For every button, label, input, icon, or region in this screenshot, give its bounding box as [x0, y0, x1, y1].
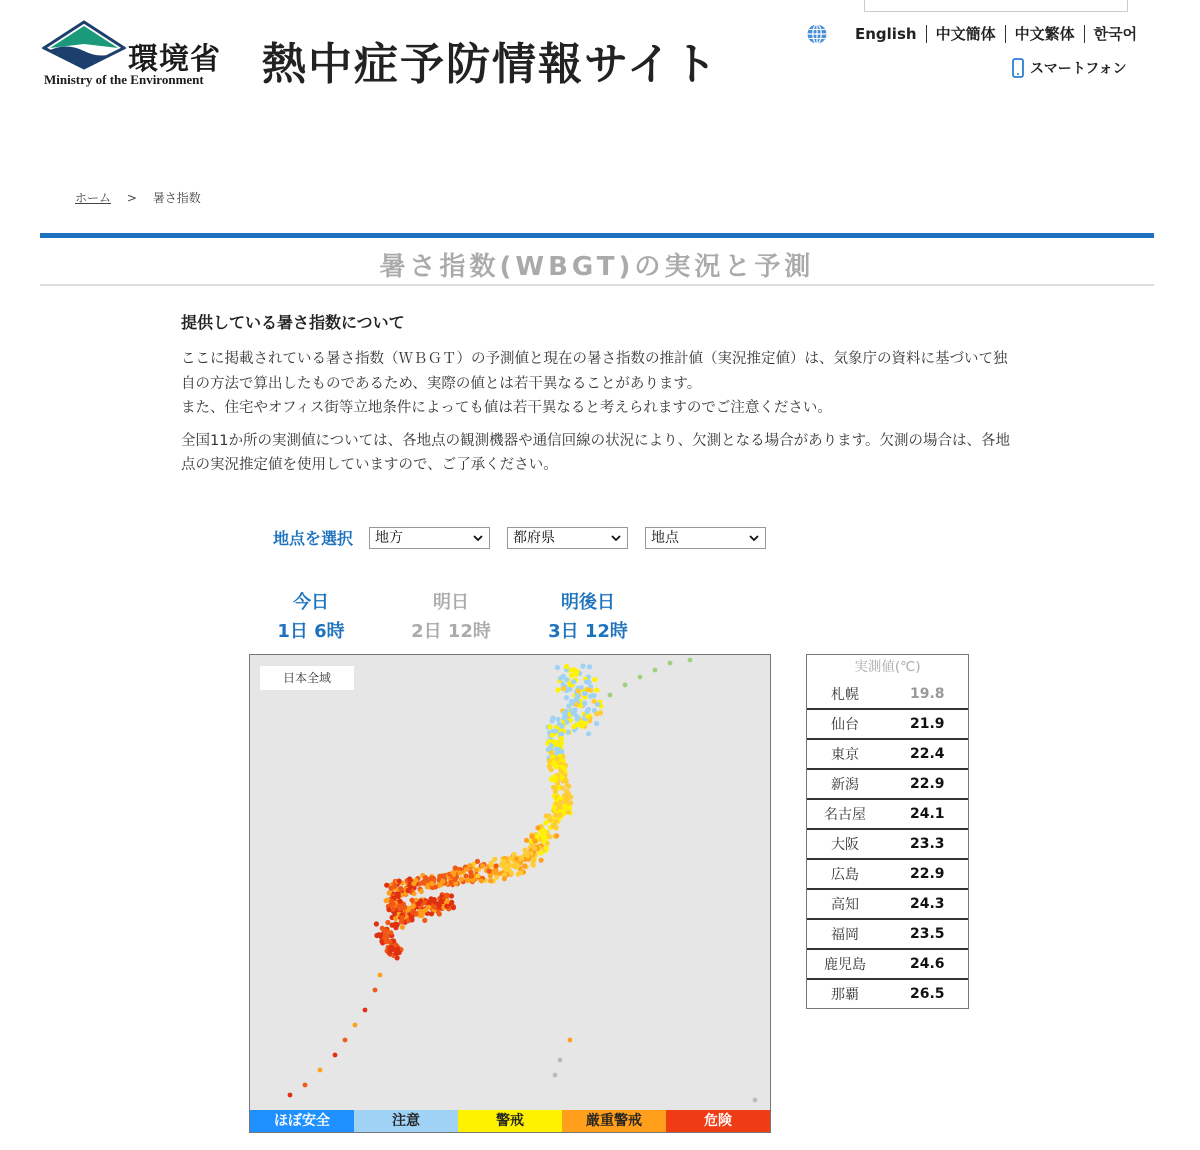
table-row[interactable]: [807, 798, 968, 828]
station-dot: [494, 863, 499, 868]
station-dot: [396, 894, 401, 899]
station-dot: [384, 898, 389, 903]
station-dot: [390, 947, 395, 952]
station-dot: [453, 865, 458, 870]
ministry-logo[interactable]: [42, 20, 242, 90]
station-dot: [582, 691, 587, 696]
station-dot: [594, 721, 599, 726]
station-dot: [558, 812, 563, 817]
table-row[interactable]: [807, 888, 968, 918]
station-dot: [553, 775, 558, 780]
station-dot: [392, 884, 397, 889]
station-dot: [551, 824, 556, 829]
station-dot: [553, 813, 558, 818]
station-dot: [432, 905, 437, 910]
wbgt-value: 22.4: [910, 746, 945, 762]
table-row[interactable]: [807, 708, 968, 738]
station-dot: [584, 679, 589, 684]
station-dot: [575, 716, 580, 721]
station-dot: [579, 723, 584, 728]
tab-today-time: 1日 6時: [277, 621, 345, 642]
wbgt-value: 24.1: [910, 806, 945, 822]
station-dot: [387, 939, 392, 944]
station-dot: [409, 898, 414, 903]
station-dot: [450, 870, 455, 875]
table-row[interactable]: [807, 918, 968, 948]
chevron-down-icon: [473, 533, 483, 543]
station-dot: [449, 900, 454, 905]
chevron-down-icon: [611, 533, 621, 543]
breadcrumb-separator: >: [126, 191, 137, 205]
station-dot: [594, 687, 599, 692]
station-dot: [398, 899, 403, 904]
station-dot: [391, 902, 396, 907]
station-dot: [303, 1083, 308, 1088]
station-dot: [560, 764, 565, 769]
station-dot: [543, 820, 548, 825]
station-dot: [623, 683, 628, 688]
station-dot: [585, 714, 590, 719]
station-dot: [440, 873, 445, 878]
lang-english[interactable]: English: [846, 25, 927, 43]
wbgt-map[interactable]: [249, 654, 771, 1133]
station-dot: [436, 909, 441, 914]
station-dot: [378, 973, 383, 978]
station-dot: [397, 906, 402, 911]
station-dot: [425, 884, 430, 889]
station-dot: [653, 668, 658, 673]
city-name: 福岡: [831, 927, 859, 943]
station-dot: [405, 888, 410, 893]
tab-tomorrow-time: 2日 12時: [411, 621, 491, 642]
station-dot: [535, 825, 540, 830]
station-dot: [554, 757, 559, 762]
station-dot: [556, 717, 561, 722]
station-dot: [411, 903, 416, 908]
language-bar: [806, 22, 1146, 46]
city-name: 広島: [831, 867, 859, 883]
station-dot: [416, 901, 421, 906]
station-dot: [638, 675, 643, 680]
station-dot: [547, 764, 552, 769]
city-name: 仙台: [831, 717, 859, 733]
station-dot: [558, 1058, 563, 1063]
station-dot: [393, 951, 398, 956]
station-dot: [539, 858, 544, 863]
table-row[interactable]: [807, 858, 968, 888]
station-dot: [440, 879, 445, 884]
smartphone-label: スマートフォン: [1030, 61, 1127, 77]
region-label[interactable]: 日本全域: [260, 666, 354, 690]
tab-today[interactable]: [251, 588, 371, 646]
tab-day-after-tomorrow[interactable]: [528, 588, 648, 646]
about-paragraph-1: ここに掲載されている暑さ指数（ＷＢＧＴ）の予測値と現在の暑さ指数の推計値（実況推定値）は、気象庁の資料に基づいて独自の方法で算出したものであるため、実際の値とは若干異なることがあります。 また、住宅やオフィス街等立地条件によっても値は若干異なると考えられますのでご注意ください。: [181, 351, 1008, 416]
station-dot: [429, 911, 434, 916]
prefecture-select[interactable]: [507, 527, 628, 549]
station-dot: [414, 911, 419, 916]
station-dot: [564, 695, 569, 700]
station-dot: [571, 679, 576, 684]
station-dot: [457, 870, 462, 875]
station-dot: [514, 864, 519, 869]
station-dot: [574, 697, 579, 702]
about-section: [181, 310, 1021, 486]
station-dot: [499, 861, 504, 866]
station-dot: [464, 867, 469, 872]
table-row[interactable]: [807, 978, 968, 1008]
station-dot: [586, 731, 591, 736]
table-row[interactable]: [807, 768, 968, 798]
station-dot: [556, 747, 561, 752]
station-dot: [402, 905, 407, 910]
station-dot: [566, 730, 571, 735]
table-row[interactable]: [807, 828, 968, 858]
station-dot: [492, 857, 497, 862]
station-dot: [563, 777, 568, 782]
wbgt-value: 24.6: [910, 956, 945, 972]
station-dot: [580, 664, 585, 669]
station-dot: [449, 893, 454, 898]
station-dot: [554, 764, 559, 769]
city-name: 東京: [831, 747, 859, 763]
tab-tomorrow-day: 明日: [433, 592, 469, 613]
point-select-value: 地点: [651, 529, 680, 546]
about-heading: 提供している暑さ指数について: [181, 313, 405, 332]
station-dot: [566, 784, 571, 789]
station-dot: [469, 873, 474, 878]
station-dot: [429, 881, 434, 886]
table-row[interactable]: [807, 948, 968, 978]
station-dot: [419, 889, 424, 894]
station-dot: [522, 848, 527, 853]
tab-today-day: 今日: [293, 592, 329, 613]
station-dot: [413, 878, 418, 883]
station-dot: [475, 859, 480, 864]
city-name: 名古屋: [824, 807, 866, 823]
wbgt-value: 23.5: [910, 926, 945, 942]
about-paragraph-2: 全国11か所の実測値については、各地点の観測機器や通信回線の状況により、欠測となる場合があります。欠測の場合は、各地点の実況推定値を使用していますので、ご了承ください。: [181, 432, 1010, 473]
station-dot: [376, 932, 381, 937]
observation-table: [806, 654, 969, 1009]
station-dot: [384, 883, 389, 888]
wbgt-value: 22.9: [910, 776, 945, 792]
station-dot: [595, 702, 600, 707]
station-dot: [532, 846, 537, 851]
wbgt-value: 26.5: [910, 986, 945, 1002]
station-dot: [516, 871, 521, 876]
wbgt-value: 22.9: [910, 866, 945, 882]
japan-map-dots: [250, 655, 770, 1132]
station-dot: [531, 857, 536, 862]
station-dot: [391, 907, 396, 912]
station-dot: [388, 930, 393, 935]
station-dot: [559, 740, 564, 745]
station-dot: [548, 817, 553, 822]
station-dot: [407, 876, 412, 881]
station-dot: [668, 661, 673, 666]
wbgt-value: 24.3: [910, 896, 945, 912]
ministry-emblem-icon: [42, 20, 126, 72]
station-dot: [544, 845, 549, 850]
station-dot: [576, 688, 581, 693]
ministry-name-jp: 環境省: [128, 42, 221, 77]
station-dot: [550, 718, 555, 723]
site-title[interactable]: 熱中症予防情報サイト: [262, 39, 719, 90]
station-dot: [563, 713, 568, 718]
station-dot: [582, 701, 587, 706]
station-dot: [373, 988, 378, 993]
station-dot: [566, 703, 571, 708]
station-dot: [474, 868, 479, 873]
station-dot: [509, 871, 514, 876]
station-dot: [598, 710, 603, 715]
search-box[interactable]: [864, 0, 1128, 12]
station-dot: [465, 877, 470, 882]
legend-severe-warning: 厳重警戒: [562, 1110, 666, 1132]
city-name: 高知: [831, 897, 859, 913]
lang-chinese-traditional[interactable]: 中文繁体: [1006, 25, 1085, 43]
station-dot: [574, 702, 579, 707]
tab-day-after-day: 明後日: [561, 592, 615, 613]
lang-korean[interactable]: 한국어: [1093, 25, 1138, 43]
station-dot: [488, 878, 493, 883]
station-dot: [390, 923, 395, 928]
city-name: 札幌: [831, 687, 859, 703]
station-dot: [551, 739, 556, 744]
chevron-down-icon: [749, 533, 759, 543]
station-dot: [480, 863, 485, 868]
station-dot: [561, 686, 566, 691]
station-dot: [400, 925, 405, 930]
station-dot: [502, 876, 507, 881]
station-dot: [529, 834, 534, 839]
station-dot: [487, 869, 492, 874]
station-dot: [568, 1038, 573, 1043]
station-dot: [555, 665, 560, 670]
station-dot: [549, 733, 554, 738]
tab-tomorrow[interactable]: [391, 588, 511, 646]
station-dot: [542, 829, 547, 834]
smartphone-icon: [1012, 58, 1024, 78]
station-dot: [530, 861, 535, 866]
station-dot: [566, 810, 571, 815]
city-name: 大阪: [831, 837, 859, 853]
station-dot: [507, 863, 512, 868]
station-dot: [475, 873, 480, 878]
location-selector: [273, 526, 783, 549]
legend-caution: 注意: [354, 1110, 458, 1132]
station-dot: [553, 1073, 558, 1078]
station-dot: [547, 724, 552, 729]
table-row[interactable]: [807, 680, 968, 708]
station-dot: [353, 1023, 358, 1028]
station-dot: [559, 736, 564, 741]
wbgt-value: 19.8: [910, 686, 945, 702]
station-dot: [552, 805, 557, 810]
station-dot: [288, 1093, 293, 1098]
station-dot: [318, 1068, 323, 1073]
station-dot: [547, 834, 552, 839]
station-dot: [555, 687, 560, 692]
station-dot: [488, 861, 493, 866]
station-dot: [568, 795, 573, 800]
station-dot: [592, 693, 597, 698]
breadcrumb-home[interactable]: ホーム: [75, 191, 112, 205]
legend-warning: 警戒: [458, 1110, 562, 1132]
ministry-name-en: Ministry of the Environment: [44, 72, 204, 87]
station-dot: [343, 1038, 348, 1043]
station-dot: [374, 921, 379, 926]
region-select-value: 地方: [375, 529, 404, 546]
wbgt-value: 23.3: [910, 836, 945, 852]
breadcrumb-current: 暑さ指数: [152, 191, 201, 205]
station-dot: [444, 893, 449, 898]
station-dot: [479, 878, 484, 883]
station-dot: [572, 671, 577, 676]
station-dot: [570, 710, 575, 715]
station-dot: [425, 878, 430, 883]
station-dot: [585, 709, 590, 714]
station-dot: [409, 916, 414, 921]
smartphone-link[interactable]: [1012, 58, 1127, 78]
station-dot: [592, 677, 597, 682]
prefecture-select-value: 都府県: [513, 529, 556, 546]
legend-almost-safe: ほぼ安全: [250, 1110, 354, 1132]
station-dot: [753, 1098, 758, 1103]
station-dot: [524, 838, 529, 843]
title-top-rule: [40, 233, 1154, 238]
station-dot: [333, 1053, 338, 1058]
station-dot: [453, 877, 458, 882]
station-dot: [587, 664, 592, 669]
station-dot: [568, 800, 573, 805]
station-dot: [532, 838, 537, 843]
station-dot: [514, 856, 519, 861]
title-bottom-rule: [40, 284, 1154, 286]
globe-icon: [806, 23, 828, 45]
station-dot: [363, 1008, 368, 1013]
station-dot: [444, 904, 449, 909]
selector-label: 地点を選択: [273, 529, 354, 548]
station-dot: [519, 855, 524, 860]
station-dot: [397, 879, 402, 884]
wbgt-value: 21.9: [910, 716, 945, 732]
breadcrumb: [75, 189, 201, 206]
station-dot: [560, 786, 565, 791]
tab-day-after-time: 3日 12時: [548, 621, 628, 642]
station-dot: [558, 676, 563, 681]
city-name: 那覇: [831, 987, 859, 1003]
station-dot: [451, 905, 456, 910]
station-dot: [559, 724, 564, 729]
station-dot: [564, 677, 569, 682]
station-dot: [383, 931, 388, 936]
site-header: [0, 0, 1200, 110]
station-dot: [558, 800, 563, 805]
station-dot: [575, 722, 580, 727]
station-dot: [608, 693, 613, 698]
station-dot: [564, 720, 569, 725]
observation-header: 実測値(℃): [854, 659, 921, 675]
station-dot: [541, 836, 546, 841]
station-dot: [554, 833, 559, 838]
station-dot: [422, 918, 427, 923]
station-dot: [398, 886, 403, 891]
point-select[interactable]: [645, 527, 766, 549]
station-dot: [420, 909, 425, 914]
station-dot: [688, 658, 693, 663]
legend-danger: 危険: [666, 1110, 770, 1132]
station-dot: [549, 750, 554, 755]
city-name: 鹿児島: [824, 957, 866, 973]
region-select[interactable]: [369, 527, 490, 549]
station-dot: [553, 789, 558, 794]
station-dot: [399, 919, 404, 924]
station-dot: [522, 864, 527, 869]
wbgt-legend: [250, 1110, 770, 1132]
page-title: 暑さ指数(WBGT)の実況と予測: [379, 252, 815, 282]
station-dot: [459, 877, 464, 882]
station-dot: [426, 905, 431, 910]
table-row[interactable]: [807, 738, 968, 768]
lang-chinese-simplified[interactable]: 中文簡体: [927, 25, 1006, 43]
station-dot: [429, 896, 434, 901]
station-dot: [393, 916, 398, 921]
station-dot: [564, 664, 569, 669]
city-name: 新潟: [831, 777, 859, 793]
